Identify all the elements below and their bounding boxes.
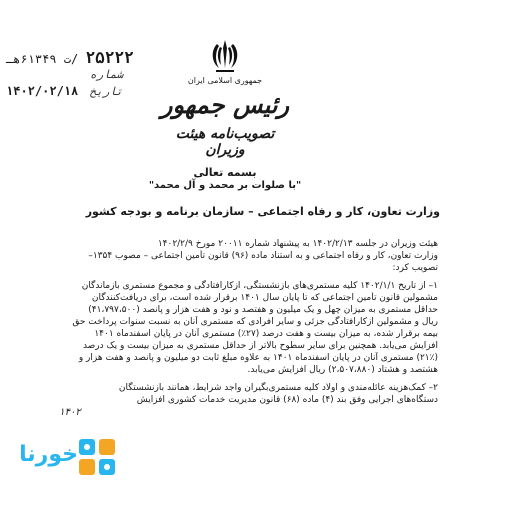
decree-body — [20, 238, 438, 406]
handwritten-note: ۱۴۰۲ — [59, 407, 81, 418]
header-president: رئیس جمهور — [160, 90, 290, 119]
salawat: "با صلوات بر محمد و آل محمد" — [148, 180, 302, 191]
clause-1-line: هشتصد و هشتاد (۲،۵۰۷،۸۸۰) ریال افزایش می‌یابد. — [247, 365, 438, 375]
khorna-logo-icon — [78, 438, 116, 476]
clause-1-line: ریال و مشمولین ازکارافتادگی جزئی و سایر افرادی که مستمری آنان به نسبت سنوات پرداخت حق — [72, 317, 438, 327]
header-cabinet: تصویب‌نامه هیئت وزیران — [175, 126, 275, 158]
basmala: بسمه تعالی — [193, 166, 257, 179]
intro-line: هیئت وزیران در جلسه ۱۴۰۲/۲/۱۳ به پیشنهاد شماره ۲۰۰۱۱ مورخ ۱۴۰۲/۲/۹ — [157, 239, 438, 249]
reference-number-line — [6, 48, 138, 67]
clause-2-line: ۲– کمک‌هزینه عائله‌مندی و اولاد کلیه مستمری‌بگیران واجد شرایط، همانند بازنشستگان — [118, 383, 438, 393]
reference-date-line — [6, 84, 138, 98]
clause-1-line: ۱– از تاریخ ۱۴۰۲/۱/۱ کلیه مستمری‌های بازنشستگی، ازکارافتادگی و مجموع مستمری بازماندگان — [81, 281, 438, 291]
intro-line: تصویب کرد: — [392, 263, 438, 273]
iran-emblem-icon — [208, 38, 242, 76]
reference-number: ۲۵۲۲۲ — [85, 48, 134, 67]
clause-1-line: بیمه برقرار شده، به میزان بیست و هفت درصد (۲۷٪) مستمری آنان در پایان اسفندماه ۱۴۰۱ — [94, 329, 438, 339]
watermark-text: خورنا — [19, 442, 78, 467]
watermark-logo — [19, 436, 118, 478]
clause-1-line: (۲۱٪) مستمری آنان در پایان اسفندماه ۱۴۰۱ به علاوه مبلغ ثابت دو میلیون و پانصد و هفت هزار و — [78, 353, 438, 363]
reference-date-label: تاریخ — [89, 85, 123, 98]
reference-number-label: شماره — [90, 68, 124, 81]
reference-date: ۱۴۰۲/۰۲/۱۸ — [6, 84, 79, 98]
reference-series: /ت ۶۱۳۴۹هـ — [6, 52, 79, 66]
clause-1-line: مشمولین قانون تأمین اجتماعی که تا پایان سال ۱۴۰۱ برقرار شده است، برای دریافت‌کنندگان — [91, 293, 438, 303]
clause-1-line: افزایش می‌یابد. همچنین برای سایر سطوح بالاتر از حداقل مستمری به میزان بیست و یک درصد — [82, 341, 438, 351]
header-country: جمهوری اسلامی ایران — [187, 76, 263, 85]
clause-2-line: دستگاه‌های اجرایی وفق بند (۴) ماده (۶۸) قانون مدیریت خدمات کشوری افزایش — [136, 395, 438, 405]
addressee: وزارت تعاون، کار و رفاه اجتماعی – سازمان برنامه و بودجه کشور — [85, 205, 440, 218]
clause-1-line: حداقل مستمری به میزان چهل و یک میلیون و هفتصد و نود و هفت هزار و پانصد (۴۱،۷۹۷،۵۰۰) — [88, 305, 438, 315]
intro-line: وزارت تعاون، کار و رفاه اجتماعی و به استناد ماده (۹۶) قانون تأمین اجتماعی – مصوب ۱۳۵۴– — [88, 251, 438, 261]
